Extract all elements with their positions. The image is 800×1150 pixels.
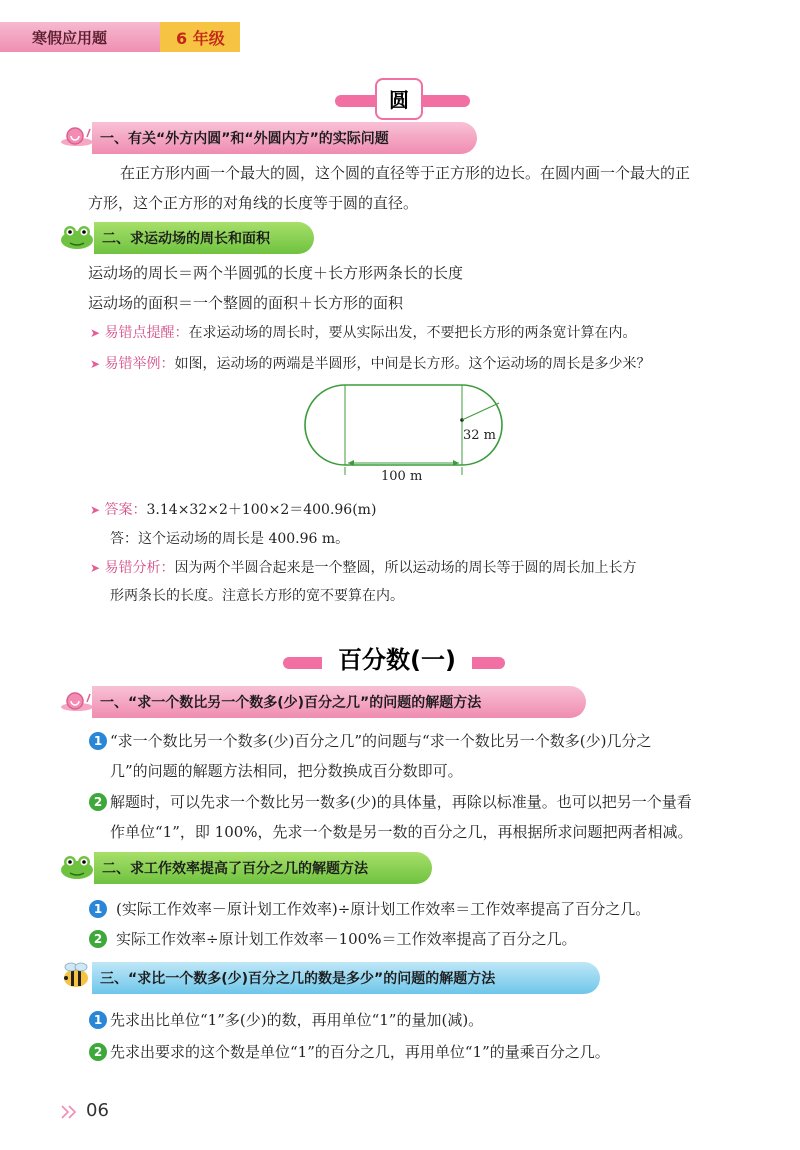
item-line: 先求出比单位“1”多(少)的数，再用单位“1”的量加(减)。 [110, 1011, 484, 1029]
topic-bar-percent-2 [94, 852, 432, 884]
topic-label-percent-1: 一、“求一个数比另一个数多(少)百分之几”的问题的解题方法 [100, 695, 482, 711]
paragraph-line: 方形，这个正方形的对角线的长度等于圆的直径。 [88, 194, 419, 212]
item-line: 解题时，可以先求一个数比另一数多(少)的具体量，再除以标准量。也可以把另一个量看 [110, 793, 692, 811]
analysis-line-2: 形两条长的长度。注意长方形的宽不要算在内。 [110, 588, 404, 604]
item-line: 几”的问题的解题方法相同，把分数换成百分数即可。 [110, 762, 463, 780]
topic-label-circle-2: 二、求运动场的周长和面积 [102, 231, 270, 247]
header-grade: 6 年级 [176, 29, 225, 48]
bee-icon [60, 961, 92, 989]
page-header [0, 22, 240, 52]
number-badge-2: 2 [89, 793, 107, 811]
item-line: 作单位“1”，即 100%，先求一个数是另一数的百分之几，再根据所求问题把两者相减。 [110, 823, 693, 841]
example-line [90, 353, 651, 373]
analysis-line [90, 557, 637, 577]
double-chevron-icon [60, 1104, 78, 1120]
length-label: 100 m [381, 469, 423, 484]
tip-line [90, 322, 637, 342]
arrow-bullet-icon: ➤ [90, 503, 101, 517]
header-grade-box [160, 22, 240, 52]
answer-line-2: 答：这个运动场的周长是 400.96 m。 [110, 531, 350, 547]
section-title-percent: 百分数(一) [338, 646, 456, 674]
item-line: “求一个数比另一个数多(少)百分之几”的问题与“求一个数比另一个数多(少)几分之 [110, 732, 652, 750]
snail-icon [60, 690, 94, 712]
radius-label: 32 m [463, 428, 497, 443]
page-number: 06 [86, 1100, 109, 1121]
topic-bar-circle-1 [92, 122, 477, 154]
topic-bar-circle-2 [94, 222, 314, 254]
answer-line [90, 499, 376, 519]
frog-icon [60, 224, 94, 250]
arrow-bullet-icon: ➤ [90, 326, 101, 340]
number-badge-2: 2 [89, 1043, 107, 1061]
item-line: (实际工作效率－原计划工作效率)÷原计划工作效率＝工作效率提高了百分之几。 [116, 900, 651, 918]
formula-perimeter: 运动场的周长＝两个半圆弧的长度＋长方形两条长的长度 [88, 264, 464, 282]
tip-label: 易错点提醒： [104, 325, 189, 341]
topic-bar-percent-1 [92, 686, 586, 718]
snail-icon [60, 125, 94, 147]
analysis-label: 易错分析： [104, 560, 175, 576]
frog-icon [60, 854, 94, 880]
formula-area: 运动场的面积＝一个整圆的面积＋长方形的面积 [88, 294, 404, 312]
example-text: 如图，运动场的两端是半圆形，中间是长方形。这个运动场的周长是多少米？ [174, 356, 651, 372]
example-label: 易错举例： [104, 356, 175, 372]
number-badge-2: 2 [89, 930, 107, 948]
topic-label-circle-1: 一、有关“外方内圆”和“外圆内方”的实际问题 [100, 131, 389, 147]
paragraph-line: 在正方形内画一个最大的圆，这个圆的直径等于正方形的边长。在圆内画一个最大的正 [120, 164, 691, 182]
section-title-circle: 圆 [389, 88, 409, 112]
topic-label-percent-2: 二、求工作效率提高了百分之几的解题方法 [102, 861, 368, 877]
arrow-bullet-icon: ➤ [90, 561, 101, 575]
analysis-text: 因为两个半圆合起来是一个整圆，所以运动场的周长等于圆的周长加上长方 [174, 560, 637, 576]
item-line: 实际工作效率÷原计划工作效率－100%＝工作效率提高了百分之几。 [116, 930, 577, 948]
header-title: 寒假应用题 [32, 29, 108, 47]
arrow-bullet-icon: ➤ [90, 357, 101, 371]
item-line: 先求出要求的这个数是单位“1”的百分之几，再用单位“1”的量乘百分之几。 [110, 1043, 610, 1061]
answer-text: 3.14×32×2＋100×2＝400.96(m) [146, 502, 377, 518]
number-badge-1: 1 [89, 732, 107, 750]
number-badge-1: 1 [89, 900, 107, 918]
number-badge-1: 1 [89, 1011, 107, 1029]
tip-text: 在求运动场的周长时，要从实际出发，不要把长方形的两条宽计算在内。 [188, 325, 637, 341]
topic-bar-percent-3 [92, 962, 600, 994]
answer-label: 答案： [104, 502, 147, 518]
header-title-box [0, 22, 160, 52]
topic-label-percent-3: 三、“求比一个数多(少)百分之几的数是多少”的问题的解题方法 [100, 971, 496, 987]
